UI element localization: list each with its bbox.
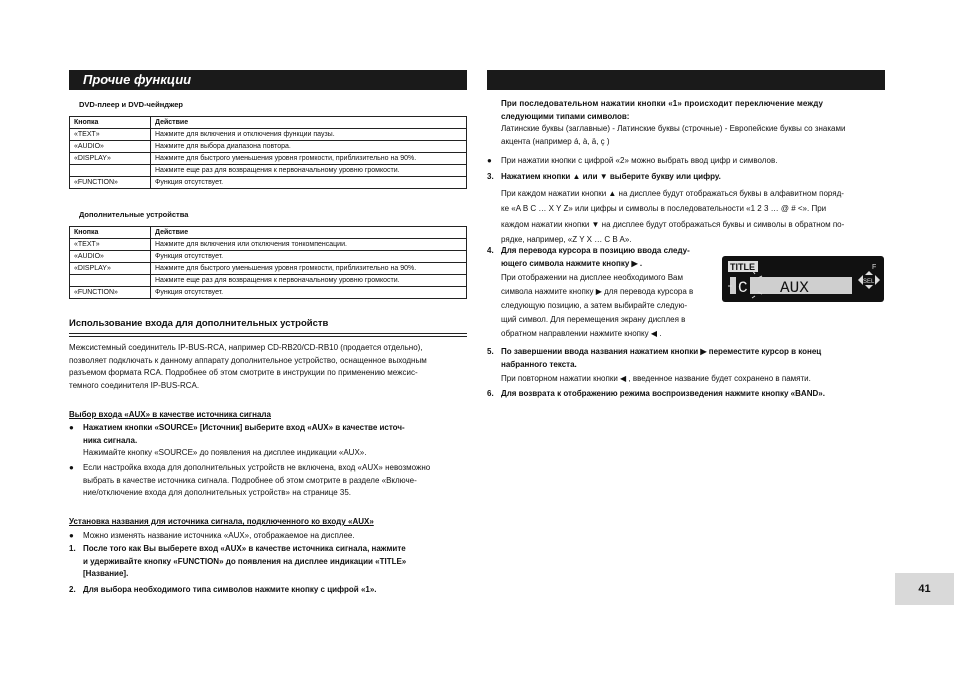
name-bullet: [69, 530, 467, 543]
step-text: После того как Вы выберете вход «AUX» в качестве источника сигнала, нажмите: [83, 544, 406, 553]
table-row: [70, 141, 467, 153]
button-name-cell: «FUNCTION»: [70, 287, 151, 299]
bullet-icon: ●: [69, 531, 74, 540]
step-text: Для выбора необходимого типа символов нажмите кнопку с цифрой «1».: [83, 585, 377, 594]
cursor-char: C: [738, 279, 748, 297]
step-text: [Название].: [83, 569, 129, 578]
step-title: набранного текста.: [501, 359, 577, 369]
title-label: TITLE: [730, 262, 755, 272]
aux-para-line: разъемом формата RCA. Подробнее об этом смотрите в инструкции по применению межсис-: [69, 368, 418, 377]
action-cell: Нажмите для включения и отключения функции паузы.: [151, 129, 467, 141]
step-text: следующую позицию, а затем выбирайте следую-: [501, 301, 688, 310]
step-text: и удерживайте кнопку «FUNCTION» до появления на дисплее индикации «TITLE»: [83, 556, 407, 566]
table-row: [70, 239, 467, 251]
bullet-icon: ●: [69, 423, 74, 432]
right-arrow-icon: [875, 275, 880, 285]
button-name-cell: «TEXT»: [70, 129, 151, 141]
select-aux-heading: Выбор входа «AUX» в качестве источника сигнала: [69, 410, 271, 419]
bullet-text: выбрать в качестве источника сигнала. Подробнее об этом смотрите в разделе «Включе-: [83, 475, 417, 485]
table-row: [70, 263, 467, 275]
select-aux-bullet-1: [69, 422, 467, 460]
column-header-action: Действие: [151, 227, 467, 239]
bullet-text: Если настройка входа для дополнительных устройств не включена, вход «AUX» невозможно: [83, 463, 431, 472]
step-5: [487, 346, 885, 386]
bullet-text: Можно изменять название источника «AUX», отображаемое на дисплее.: [83, 531, 355, 540]
down-arrow-icon: [865, 285, 873, 289]
step-number: 3.: [487, 172, 494, 181]
intro-bold-line: следующими типами символов:: [501, 111, 630, 121]
step-text: щий символ. Для перемещения экрану дисплея в: [501, 315, 686, 324]
aux-section-title: Использование входа для дополнительных устройств: [69, 318, 329, 329]
bullet-text: ника сигнала.: [83, 435, 138, 445]
step-text: ке «A B C … X Y Z» или цифры и символы в последовательности «1 2 3 … @ # <». При: [501, 204, 827, 213]
aux-paragraph: [69, 342, 467, 392]
bullet-icon: ●: [69, 463, 74, 472]
action-cell: Функция отсутствует.: [151, 287, 467, 299]
step-4: [487, 245, 721, 341]
bullet-text: При нажатии кнопки с цифрой «2» можно выбрать ввод цифр и символов.: [501, 156, 778, 165]
step-number: 4.: [487, 246, 494, 255]
select-aux-bullet-2: [69, 462, 467, 500]
ext-devices-heading: Дополнительные устройства: [79, 210, 189, 219]
step-text: рядке, например, «Z Y X … C B A».: [501, 235, 632, 244]
button-name-cell: «AUDIO»: [70, 141, 151, 153]
step-number: 1.: [69, 544, 76, 553]
bullet-note: Нажимайте кнопку «SOURCE» до появления на дисплее индикации «AUX».: [83, 448, 367, 457]
table-header-row: [70, 227, 467, 239]
step-text: каждом нажатии кнопки ▼ на дисплее будут отображаться буквы и символы в обратном по-: [501, 219, 845, 229]
table-row: [70, 153, 467, 165]
name-aux-heading: Установка названия для источника сигнала, подключенного ко входу «AUX»: [69, 517, 374, 526]
column-header-button: Кнопка: [70, 227, 151, 239]
intro-line: Латинские буквы (заглавные) - Латинские буквы (строчные) - Европейские буквы со знаками: [501, 124, 846, 133]
step-number: 6.: [487, 389, 494, 398]
intro-bold-line: При последовательном нажатии кнопки «1» происходит переключение между: [501, 99, 824, 108]
step-text: При отображении на дисплее необходимого Вам: [501, 273, 683, 282]
action-cell: Нажмите для включения или отключения тонкомпенсации.: [151, 239, 467, 251]
button-name-cell: «DISPLAY»: [70, 263, 151, 275]
table-row: [70, 275, 467, 287]
aux-para-line: Межсистемный соединитель IP-BUS-RCA, например CD-RB20/CD-RB10 (продается отдельно),: [69, 343, 423, 352]
button-name-cell: «TEXT»: [70, 239, 151, 251]
left-section-bar: [69, 70, 467, 90]
action-cell: Нажмите для быстрого уменьшения уровня громкости, приблизительно на 90%.: [151, 263, 467, 275]
column-header-action: Действие: [151, 117, 467, 129]
up-arrow-icon: [865, 271, 873, 275]
step-text: обратном направлении нажмите кнопку ◀ .: [501, 329, 662, 338]
step-6: [487, 388, 885, 401]
step-3: [487, 171, 885, 248]
bullet-text: ние/отключение входа для дополнительных устройств» на странице 35.: [83, 488, 352, 497]
intro-line: акцента (например á, à, ä, ç ): [501, 136, 610, 146]
step-text: Для возврата к отображению режима воспроизведения нажмите кнопку «BAND».: [501, 389, 825, 398]
bullet-text: Нажатием кнопки «SOURCE» [Источник] выберите вход «AUX» в качестве источ-: [83, 423, 405, 432]
action-cell: Функция отсутствует.: [151, 251, 467, 263]
column-header-button: Кнопка: [70, 117, 151, 129]
step-title: ющего символа нажмите кнопку ▶ .: [501, 258, 643, 268]
step-number: 5.: [487, 347, 494, 356]
page-number: 41: [918, 583, 931, 595]
table-row: [70, 251, 467, 263]
step-number: 2.: [69, 585, 76, 594]
aux-section-rule-2: [69, 336, 467, 337]
action-cell: Нажмите еще раз для возвращения к первоначальному уровню громкости.: [151, 165, 467, 177]
button-name-cell: [70, 275, 151, 287]
table-header-row: [70, 117, 467, 129]
action-cell: Функция отсутствует.: [151, 177, 467, 189]
action-cell: Нажмите для выбора диапазона повтора.: [151, 141, 467, 153]
bullet-icon: ●: [487, 156, 492, 165]
table-row: [70, 165, 467, 177]
button-name-cell: «AUDIO»: [70, 251, 151, 263]
aux-para-line: позволяет подключать к данному аппарату дополнительное устройство, оснащенное выходным: [69, 355, 427, 365]
lcd-display-svg: [722, 256, 884, 302]
table-row: [70, 287, 467, 299]
aux-section-rule: [69, 333, 467, 334]
step-text: символа нажмите кнопку ▶ для перевода курсора в: [501, 287, 694, 296]
section-title: Прочие функции: [83, 72, 192, 87]
page-number-box: [895, 573, 954, 605]
step-2: [69, 584, 467, 597]
digit-bullet: [487, 155, 885, 168]
ext-function-table: [69, 226, 467, 299]
lcd-display-illustration: [722, 256, 884, 302]
button-name-cell: [70, 165, 151, 177]
right-section-bar: [487, 70, 885, 90]
aux-para-line: темного соединителя IP-BUS-RCA.: [69, 380, 200, 390]
lcd-text: AUX: [780, 279, 809, 297]
dvd-function-table: [69, 116, 467, 189]
step-title: Нажатием кнопки ▲ или ▼ выберите букву или цифру.: [501, 172, 721, 181]
f-label: F: [872, 264, 877, 271]
step-text: При каждом нажатии кнопки ▲ на дисплее будут отображаться буквы в алфавитном поряд-: [501, 188, 844, 198]
step-title: По завершении ввода названия нажатием кнопки ▶ переместите курсор в конец: [501, 347, 822, 356]
table-row: [70, 129, 467, 141]
intro-block: [501, 98, 885, 148]
step-text: При повторном нажатии кнопки ◀ , введенное название будет сохранено в памяти.: [501, 374, 811, 383]
sel-label: SEL: [863, 279, 875, 285]
dvd-heading: DVD-плеер и DVD-чейнджер: [79, 100, 183, 109]
action-cell: Нажмите для быстрого уменьшения уровня громкости, приблизительно на 90%.: [151, 153, 467, 165]
step-1: [69, 543, 467, 581]
table-row: [70, 177, 467, 189]
step-title: Для перевода курсора в позицию ввода следу-: [501, 246, 690, 255]
button-name-cell: «DISPLAY»: [70, 153, 151, 165]
action-cell: Нажмите еще раз для возвращения к первоначальному уровню громкости.: [151, 275, 467, 287]
button-name-cell: «FUNCTION»: [70, 177, 151, 189]
